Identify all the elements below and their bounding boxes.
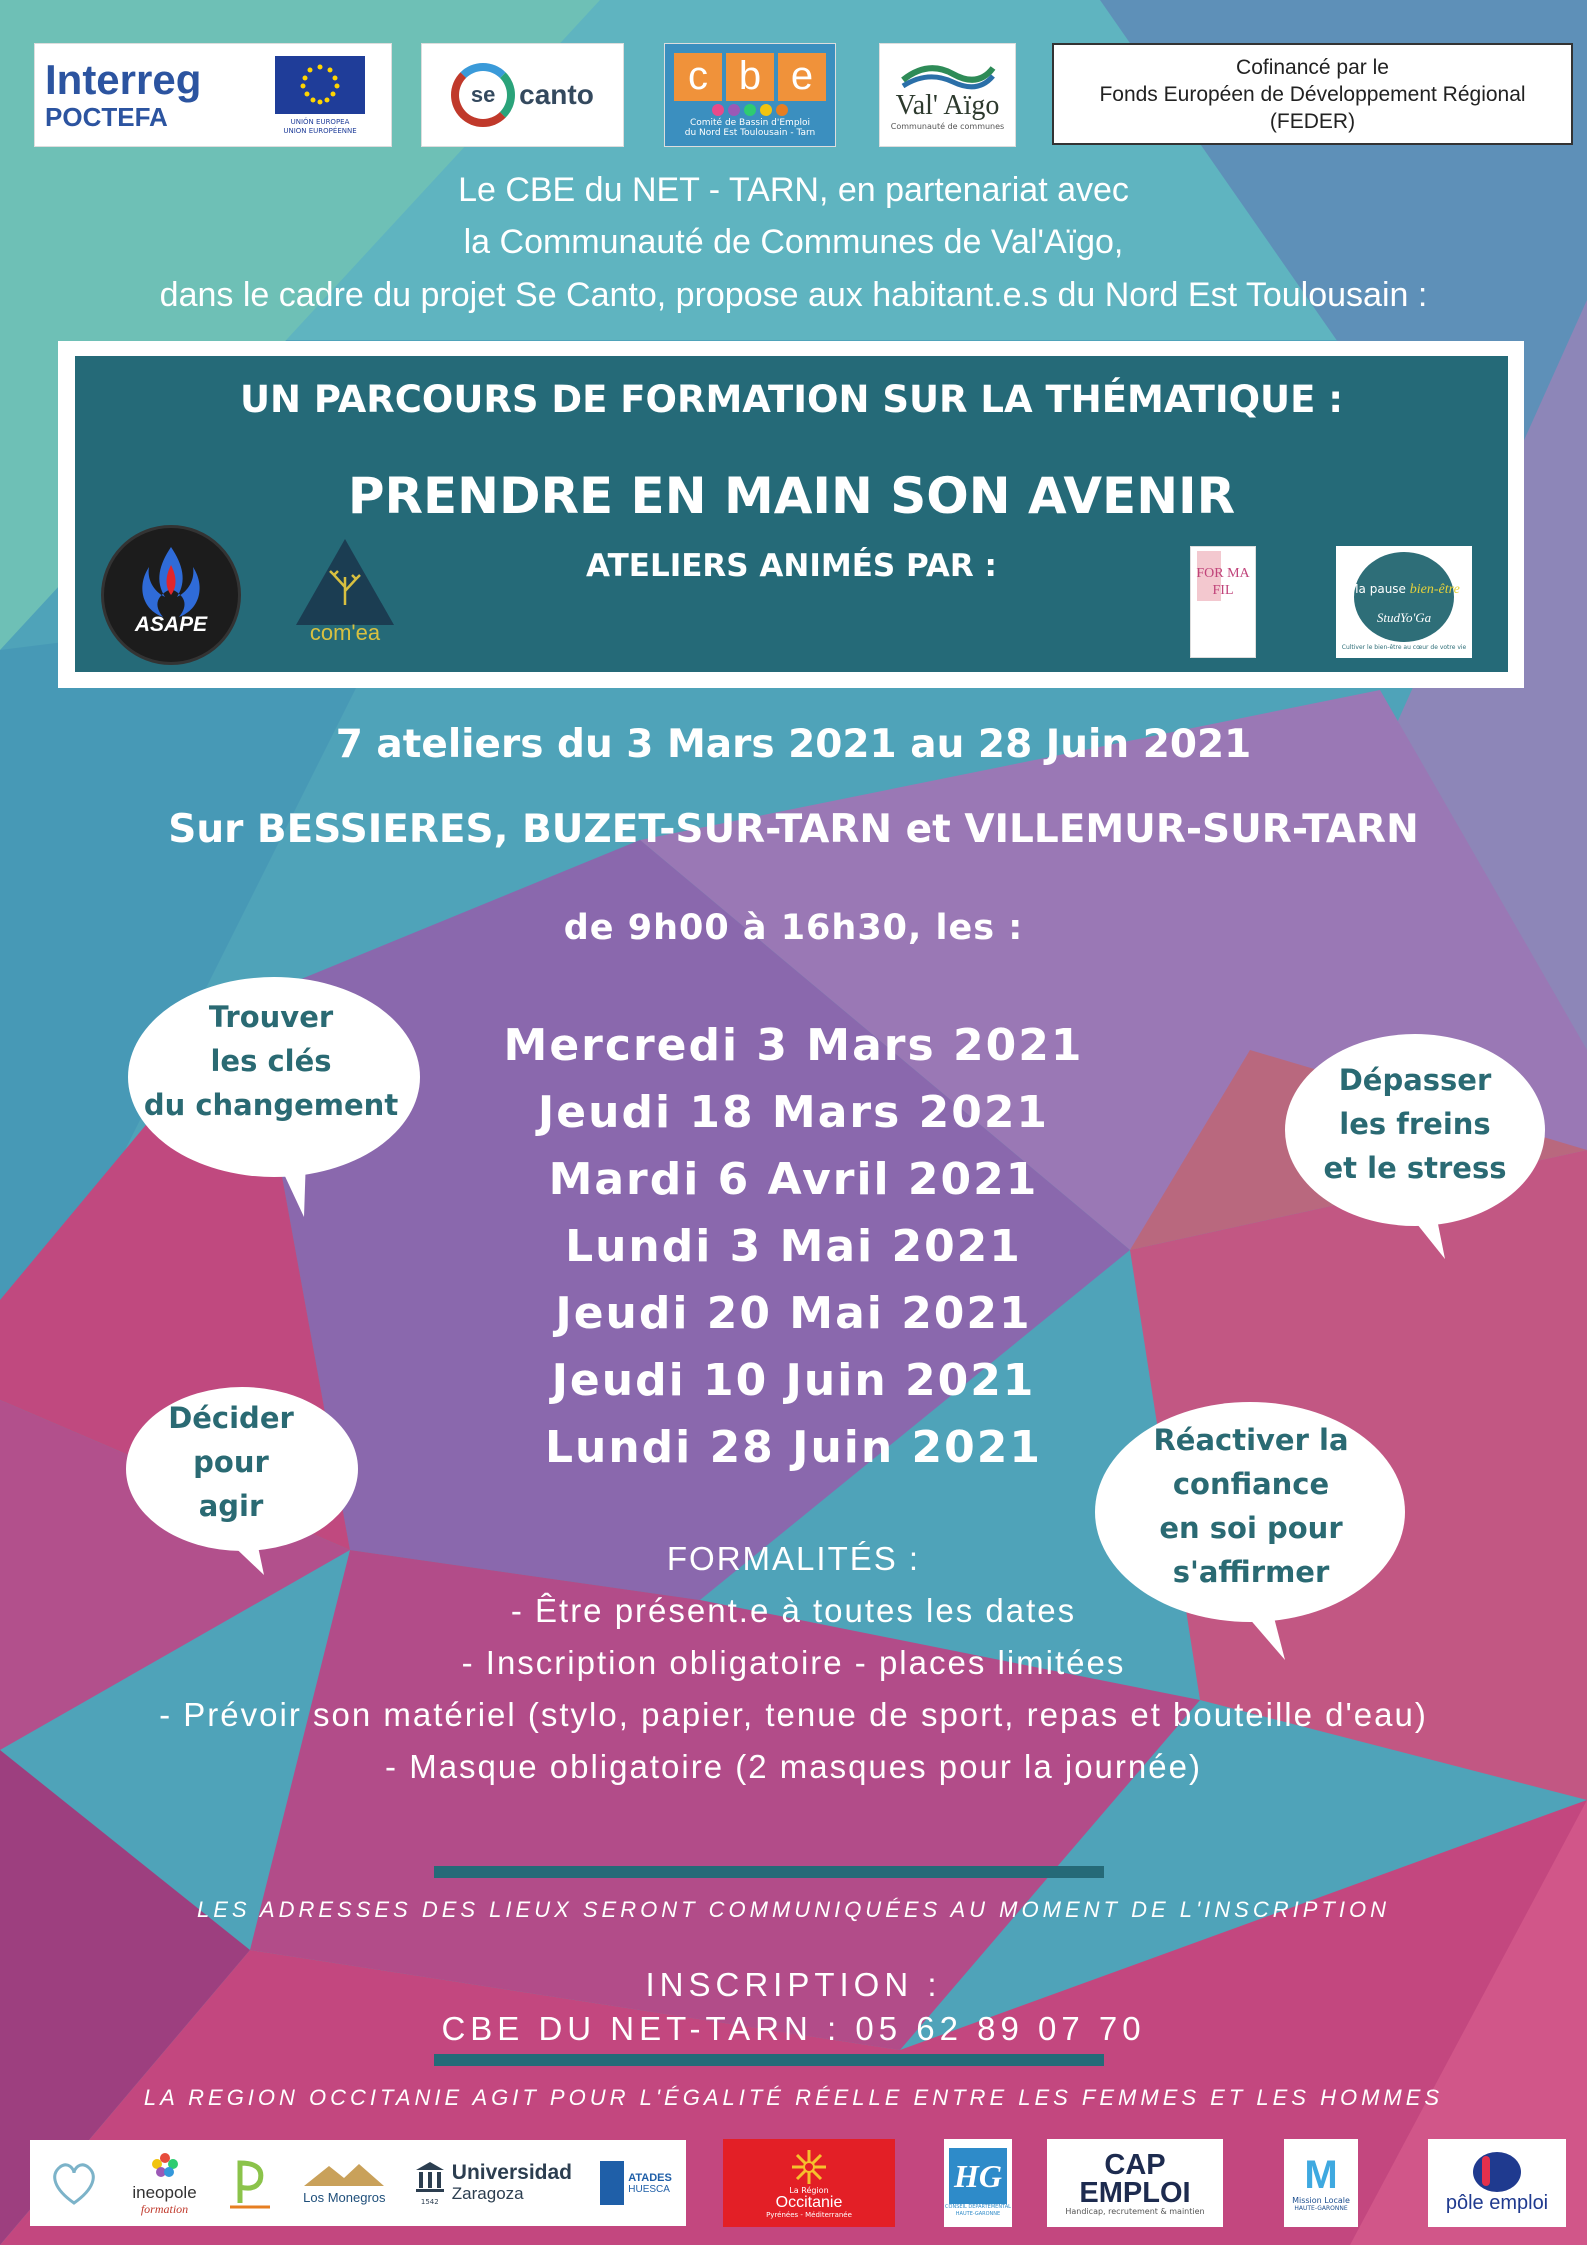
unizar-year: 1542 <box>420 2198 439 2206</box>
bubble-3-text <box>124 1396 338 1528</box>
date-item: Mardi 6 Avril 2021 <box>548 1154 1039 1205</box>
atades-text-1: ATADES <box>628 2171 672 2184</box>
cap-text-1: CAP <box>1104 2148 1166 2181</box>
region-statement: LA REGION OCCITANIE AGIT POUR L'ÉGALITÉ RÉELLE ENTRE LES FEMMES ET LES HOMMES <box>143 2085 1444 2110</box>
feder-line3: (FEDER) <box>1269 109 1356 133</box>
monegros-text: Los Monegros <box>303 2189 386 2205</box>
ml-text-1: Mission Locale <box>1292 2196 1350 2205</box>
comea-logo <box>290 535 400 655</box>
formalites-item: - Inscription obligatoire - places limitées <box>461 1644 1126 1681</box>
secanto-canto: canto <box>519 79 594 110</box>
ml-text-2: HAUTE-GARONNE <box>1294 2205 1348 2212</box>
cbe-letter-e: e <box>778 53 826 101</box>
ineopole-sub: formation <box>140 2201 189 2216</box>
hg-badge: HG <box>949 2148 1007 2204</box>
bubble-3-line: agir <box>198 1489 264 1523</box>
feder-logo <box>1052 43 1573 145</box>
bubble-2-line: et le stress <box>1323 1151 1507 1185</box>
eu-flag-icon <box>275 56 365 135</box>
pole-emploi-text: pôle emploi <box>1445 2191 1549 2214</box>
unizar-building-icon <box>414 2160 446 2206</box>
bubble-4-line: en soi pour <box>1159 1511 1343 1545</box>
interreg-logo <box>34 43 392 147</box>
occitanie-text-2: Occitanie <box>775 2193 843 2211</box>
bubble-2-text <box>1285 1058 1545 1190</box>
bubble-1-line: les clés <box>210 1044 332 1078</box>
studyoga-text-1: Ma pause <box>1348 582 1406 596</box>
date-item: Lundi 3 Mai 2021 <box>565 1221 1022 1272</box>
intro-line-2: la Communauté de Communes de Val'Aïgo, <box>463 223 1124 261</box>
asape-logo <box>101 525 241 665</box>
pole-emploi-icon <box>1473 2152 1521 2192</box>
asape-flame-icon <box>101 525 241 665</box>
hg-caption: CONSEIL DÉPARTEMENTAL HAUTE-GARONNE <box>945 2204 1011 2217</box>
divider-top <box>434 1866 1104 1878</box>
inscription-label: INSCRIPTION : <box>645 1966 942 2003</box>
monegros-logo <box>303 2162 385 2205</box>
formalites-item: - Prévoir son matériel (stylo, papier, tenue de sport, repas et bouteille d'eau) <box>159 1696 1428 1733</box>
date-item: Jeudi 18 Mars 2021 <box>537 1087 1050 1138</box>
bubble-2-line: les freins <box>1339 1107 1491 1141</box>
atades-text-2: HUESCA <box>628 2183 670 2195</box>
cbe-people-icon <box>712 104 788 116</box>
partners-logo-strip <box>30 2140 686 2226</box>
bubble-4-line: Réactiver la <box>1153 1423 1349 1457</box>
date-item: Jeudi 20 Mai 2021 <box>555 1288 1032 1339</box>
date-item: Mercredi 3 Mars 2021 <box>503 1020 1084 1071</box>
formalites-item: - Masque obligatoire (2 masques pour la journée) <box>385 1748 1202 1785</box>
bubble-1-line: Trouver <box>208 1000 334 1034</box>
studyoga-text-3: StudYo'Ga <box>1376 610 1432 625</box>
unizar-logo <box>414 2160 572 2206</box>
formalites-title: FORMALITÉS : <box>666 1540 921 1577</box>
formalites-item: - Être présent.e à toutes les dates <box>510 1592 1077 1629</box>
inscription-contact: CBE DU NET-TARN : 05 62 89 07 70 <box>441 2010 1146 2047</box>
feder-line2: Fonds Européen de Développement Régional <box>1099 82 1526 106</box>
occitanie-logo <box>723 2139 895 2227</box>
formafil-text: FOR MA FIL <box>1196 566 1250 598</box>
valaigo-text: Val' Aïgo <box>895 89 1000 121</box>
bubble-3-line: pour <box>193 1445 269 1479</box>
occitanie-text-3: Pyrénées - Méditerranée <box>766 2210 852 2219</box>
haute-garonne-logo <box>944 2139 1012 2227</box>
cbe-letter-c: c <box>674 53 722 101</box>
valaigo-waves-icon <box>898 60 998 90</box>
cap-text-2: EMPLOI <box>1079 2176 1191 2209</box>
interreg-subtitle: POCTEFA <box>45 102 168 132</box>
studyoga-text-2: bien-être <box>1409 582 1460 597</box>
date-item: Lundi 28 Juin 2021 <box>544 1422 1042 1473</box>
heart-hands-icon <box>44 2153 104 2213</box>
intro-line-3: dans le cadre du projet Se Canto, propose aux habitant.e.s du Nord Est Toulousain : <box>159 276 1428 314</box>
bubble-4-line: confiance <box>1172 1467 1330 1501</box>
bubble-2-line: Dépasser <box>1338 1063 1492 1097</box>
cap-emploi-logo <box>1047 2139 1223 2227</box>
secanto-logo <box>421 43 624 147</box>
studyoga-logo <box>1336 546 1472 658</box>
studyoga-line1 <box>1336 582 1472 598</box>
ineopole-logo <box>132 2150 196 2217</box>
secanto-circle-icon <box>451 63 515 127</box>
pole-emploi-logo <box>1428 2139 1566 2227</box>
formafil-logo <box>1190 546 1256 658</box>
bubble-3-line: Décider <box>168 1401 294 1435</box>
asape-text: ASAPE <box>134 613 208 636</box>
secanto-se: se <box>470 82 496 107</box>
intro-line-1: Le CBE du NET - TARN, en partenariat avec <box>458 171 1129 209</box>
cbe-caption-2: du Nord Est Toulousain - Tarn <box>684 127 816 138</box>
monegros-mountain-icon <box>304 2162 384 2186</box>
feder-line1: Cofinancé par le <box>1236 55 1389 79</box>
mission-locale-logo <box>1284 2139 1358 2227</box>
schedule-summary: 7 ateliers du 3 Mars 2021 au 28 Juin 2021 <box>335 722 1252 767</box>
eu-text-1: UNIÓN EUROPEA <box>290 118 350 126</box>
comea-text: com'ea <box>309 620 381 645</box>
cbe-caption-1: Comité de Bassin d'Emploi <box>689 117 811 128</box>
atades-figure-icon <box>600 2161 624 2205</box>
ineopole-flower-icon <box>147 2150 183 2180</box>
occitanie-text-1: La Région <box>789 2185 829 2195</box>
cap-caption: Handicap, recrutement & maintien <box>1065 2206 1205 2216</box>
valaigo-logo <box>879 43 1016 147</box>
studyoga-text-4: Cultiver le bien-être au cœur de votre vie <box>1341 644 1467 651</box>
occitanie-cross-icon <box>787 2148 831 2186</box>
valaigo-caption: Communauté de communes <box>890 121 1005 131</box>
banner-ateliers: ATELIERS ANIMÉS PAR : <box>586 548 997 584</box>
date-item: Jeudi 10 Juin 2021 <box>551 1355 1036 1406</box>
banner-heading: UN PARCOURS DE FORMATION SUR LA THÉMATIQUE : <box>239 378 1344 421</box>
bubble-4-line: s'affirmer <box>1172 1555 1330 1589</box>
adresses-notice: LES ADRESSES DES LIEUX SERONT COMMUNIQUÉES AU MOMENT DE L'INSCRIPTION <box>197 1897 1390 1922</box>
schedule-places: Sur BESSIERES, BUZET-SUR-TARN et VILLEMUR-SUR-TARN <box>168 807 1419 852</box>
pedrolobos-icon <box>225 2153 275 2213</box>
comea-triangle-icon <box>290 535 400 631</box>
eu-text-2: UNION EUROPÉENNE <box>283 127 357 135</box>
unizar-text-2: Zaragoza <box>451 2184 524 2203</box>
interreg-title: Interreg <box>45 56 202 103</box>
unizar-text-1: Universidad <box>451 2161 573 2184</box>
atades-logo <box>600 2161 672 2205</box>
banner-title: PRENDRE EN MAIN SON AVENIR <box>347 467 1236 525</box>
bubble-1-line: du changement <box>143 1088 399 1122</box>
schedule-hours: de 9h00 à 16h30, les : <box>563 908 1024 948</box>
ineopole-text: ineopole <box>132 2182 197 2202</box>
divider-bottom <box>434 2054 1104 2066</box>
cbe-logo <box>664 43 836 147</box>
bubble-1-text <box>126 995 416 1127</box>
ml-letter: M <box>1304 2153 1338 2197</box>
cbe-letter-b: b <box>726 53 774 101</box>
